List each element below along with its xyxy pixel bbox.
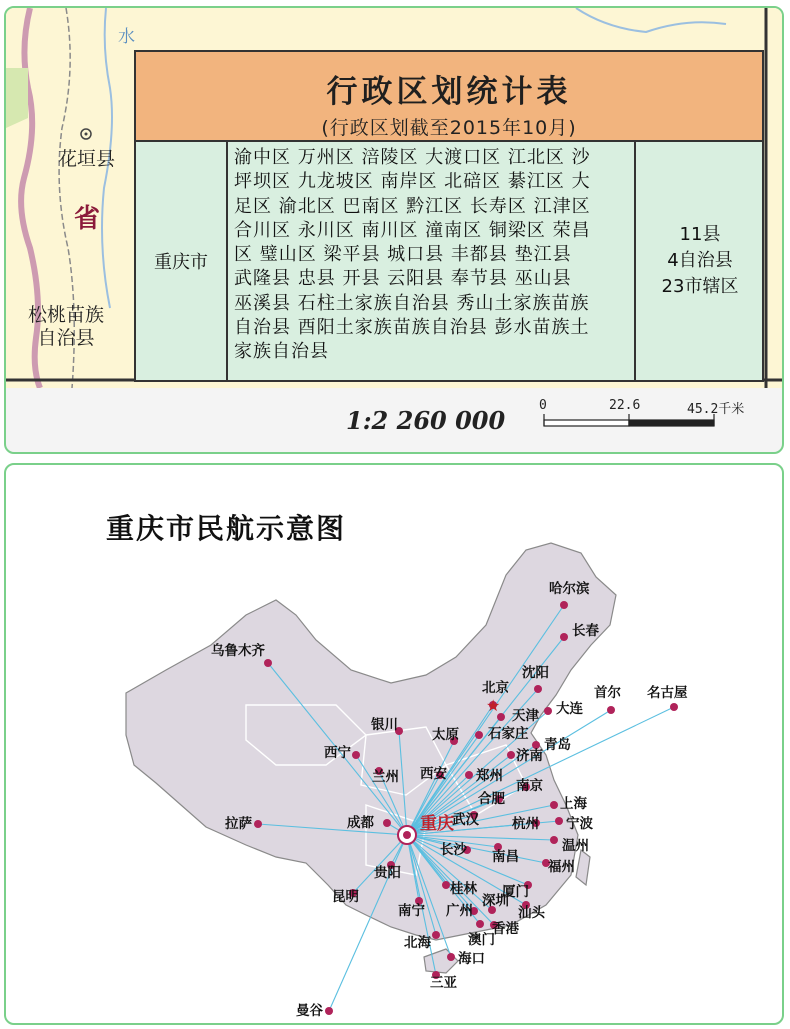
admin-map-panel [4, 6, 784, 454]
autonomous-county-count: 4自治县 [667, 250, 733, 271]
city-label: 宁波 [566, 816, 593, 832]
city-label: 首尔 [594, 685, 621, 701]
city-label: 昆明 [332, 889, 359, 905]
capital-star-icon: ★ [486, 696, 501, 715]
district-count: 23市辖区 [661, 276, 739, 297]
table-row [136, 142, 762, 380]
city-dot [607, 706, 615, 714]
city-label: 三亚 [430, 975, 457, 991]
city-dot [447, 953, 455, 961]
count-cell [638, 142, 762, 380]
row-name-cell: 重庆市 [136, 142, 228, 380]
city-dot [555, 817, 563, 825]
city-label: 名古屋 [647, 685, 688, 701]
city-label: 济南 [516, 748, 543, 764]
city-label: 兰州 [372, 769, 399, 785]
city-dot [534, 685, 542, 693]
city-label: 大连 [556, 701, 583, 717]
city-label: 北京 [482, 680, 509, 696]
city-label: 沈阳 [522, 665, 549, 681]
city-label: 曼谷 [296, 1003, 323, 1019]
table-header [136, 52, 762, 142]
city-dot [254, 820, 262, 828]
city-label: 海口 [458, 951, 485, 967]
district-line: 坪坝区 九龙坡区 南岸区 北碚区 綦江区 大 [234, 171, 591, 193]
city-label: 澳门 [468, 932, 495, 948]
taiwan-island [576, 850, 590, 885]
water-label: 水 [118, 27, 135, 47]
city-label: 拉萨 [225, 816, 252, 832]
district-list-cell [228, 142, 636, 380]
city-label: 桂林 [450, 881, 477, 897]
city-label: 长春 [572, 623, 599, 639]
scale-tick-end: 45.2千米 [687, 402, 745, 417]
admin-division-table [134, 50, 764, 382]
city-label: 南宁 [398, 903, 425, 919]
city-dot [383, 819, 391, 827]
city-label: 哈尔滨 [549, 581, 590, 597]
city-label: 合肥 [478, 791, 505, 807]
city-label: 青岛 [544, 737, 571, 753]
city-label: 北海 [404, 935, 431, 951]
county-count: 11县 [679, 224, 721, 245]
city-dot [352, 751, 360, 759]
scale-tick-mid: 22.6 [609, 398, 641, 413]
air-map-title: 重庆市民航示意图 [106, 512, 347, 545]
city-label: 福州 [548, 859, 575, 875]
city-label: 银川 [371, 717, 398, 733]
city-dot [465, 771, 473, 779]
city-dot [507, 751, 515, 759]
hub-label: 重庆 [420, 814, 454, 834]
city-label: 天津 [512, 708, 539, 724]
city-label: 太原 [432, 727, 459, 743]
city-label: 南京 [516, 778, 543, 794]
city-label: 厦门 [502, 884, 529, 900]
district-line: 巫溪县 石柱土家族自治县 秀山土家族苗族 [234, 292, 590, 314]
city-dot [550, 836, 558, 844]
hainan-island [424, 949, 458, 973]
city-dot [432, 931, 440, 939]
city-dot [325, 1007, 333, 1015]
city-label: 西宁 [324, 745, 351, 761]
china-outline [126, 543, 616, 940]
scale-bar [539, 398, 745, 442]
songtao-county-label: 松桃苗族 自治县 [27, 304, 104, 349]
city-label: 温州 [562, 838, 589, 854]
air-route-map-panel [4, 463, 784, 1025]
district-line: 足区 渝北区 巴南区 黔江区 长寿区 江津区 [234, 195, 591, 217]
city-dot [670, 703, 678, 711]
city-label: 广州 [446, 903, 473, 919]
province-label: 省 [74, 204, 101, 234]
district-line: 合川区 永川区 南川区 潼南区 铜梁区 荣昌 [234, 219, 591, 241]
scale-ratio: 1:2 260 000 [346, 406, 506, 435]
huayuan-county-label: 花垣县 [58, 148, 116, 170]
city-label: 汕头 [518, 905, 545, 921]
table-title: 行政区划统计表 [326, 74, 572, 110]
city-label: 长沙 [440, 842, 467, 858]
city-label: 武汉 [452, 812, 479, 828]
city-label: 西安 [420, 766, 447, 782]
city-dot [560, 601, 568, 609]
city-label: 香港 [492, 921, 519, 937]
city-dot [476, 920, 484, 928]
district-line: 渝中区 万州区 涪陵区 大渡口区 江北区 沙 [234, 147, 591, 168]
district-line: 自治县 酉阳土家族苗族自治县 彭水苗族土 [234, 317, 590, 339]
city-label: 乌鲁木齐 [211, 643, 265, 659]
city-dot [475, 731, 483, 739]
city-dot [544, 707, 552, 715]
table-subtitle: (行政区划截至2015年10月) [321, 117, 577, 139]
city-label: 郑州 [476, 768, 503, 784]
district-line: 武隆县 忠县 开县 云阳县 奉节县 巫山县 [234, 268, 572, 290]
city-dot [442, 881, 450, 889]
city-label: 南昌 [492, 849, 519, 865]
city-label: 贵阳 [374, 865, 401, 881]
city-label: 杭州 [512, 816, 539, 832]
air-route-map [6, 465, 782, 1023]
district-line: 区 璧山区 梁平县 城口县 丰都县 垫江县 [234, 244, 572, 266]
city-label: 上海 [560, 796, 587, 812]
city-label: 深圳 [482, 893, 509, 909]
district-line: 家族自治县 [234, 341, 329, 363]
city-label: 石家庄 [488, 726, 529, 742]
city-dot [550, 801, 558, 809]
scale-tick-0: 0 [539, 398, 547, 413]
city-dot [560, 633, 568, 641]
hub-marker [398, 826, 416, 844]
city-dot [264, 659, 272, 667]
city-label: 成都 [347, 815, 374, 831]
